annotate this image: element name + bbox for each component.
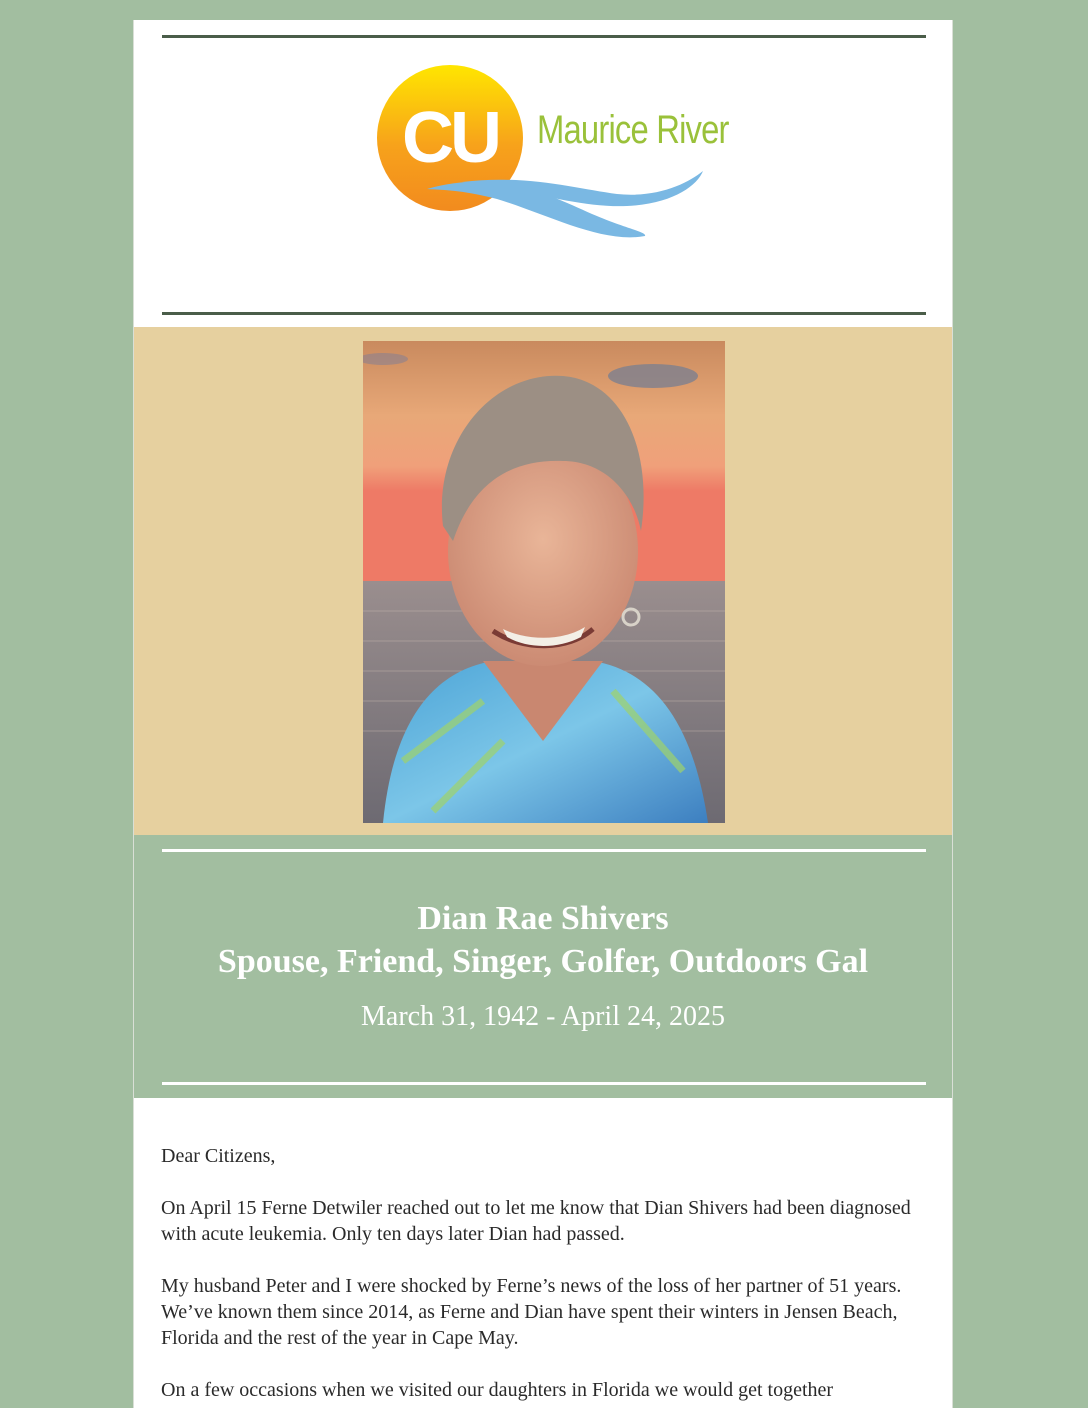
header-top-rule — [162, 35, 926, 38]
letter-paragraph: My husband Peter and I were shocked by Ferne’s news of the loss of her partner of 51 years. We’ve known them since 2014, as Ferne and Dian have spent their winters in Jensen Beach, Florida and the rest of the year in Cape May. — [161, 1275, 902, 1349]
portrait-image — [363, 341, 725, 823]
letter-greeting: Dear Citizens, — [161, 1145, 276, 1167]
cu-maurice-river-logo[interactable] — [377, 64, 729, 249]
memorial-name: Dian Rae Shivers — [417, 900, 669, 937]
memorial-heading — [134, 897, 952, 983]
memorial-portrait-photo — [363, 341, 725, 823]
letter-paragraph: On April 15 Ferne Detwiler reached out to let me know that Dian Shivers had been diagnosed with acute leukemia. Only ten days later Dian had passed. — [161, 1197, 911, 1245]
memorial-dates: March 31, 1942 - April 24, 2025 — [361, 1001, 725, 1032]
title-bottom-rule — [162, 1082, 926, 1085]
logo-letters: CU — [402, 98, 498, 178]
newsletter-header — [134, 20, 952, 327]
logo-wordmark: Maurice River — [537, 108, 729, 152]
title-top-rule — [162, 849, 926, 852]
letter-body — [134, 1098, 952, 1408]
photo-band — [134, 327, 952, 835]
memorial-descriptor: Spouse, Friend, Singer, Golfer, Outdoors Gal — [217, 943, 869, 980]
newsletter-page — [133, 20, 953, 1408]
memorial-title-band — [134, 835, 952, 1098]
logo-graphic — [377, 64, 717, 249]
letter-paragraph: On a few occasions when we visited our daughters in Florida we would get together — [161, 1379, 834, 1401]
header-bottom-rule — [162, 312, 926, 315]
